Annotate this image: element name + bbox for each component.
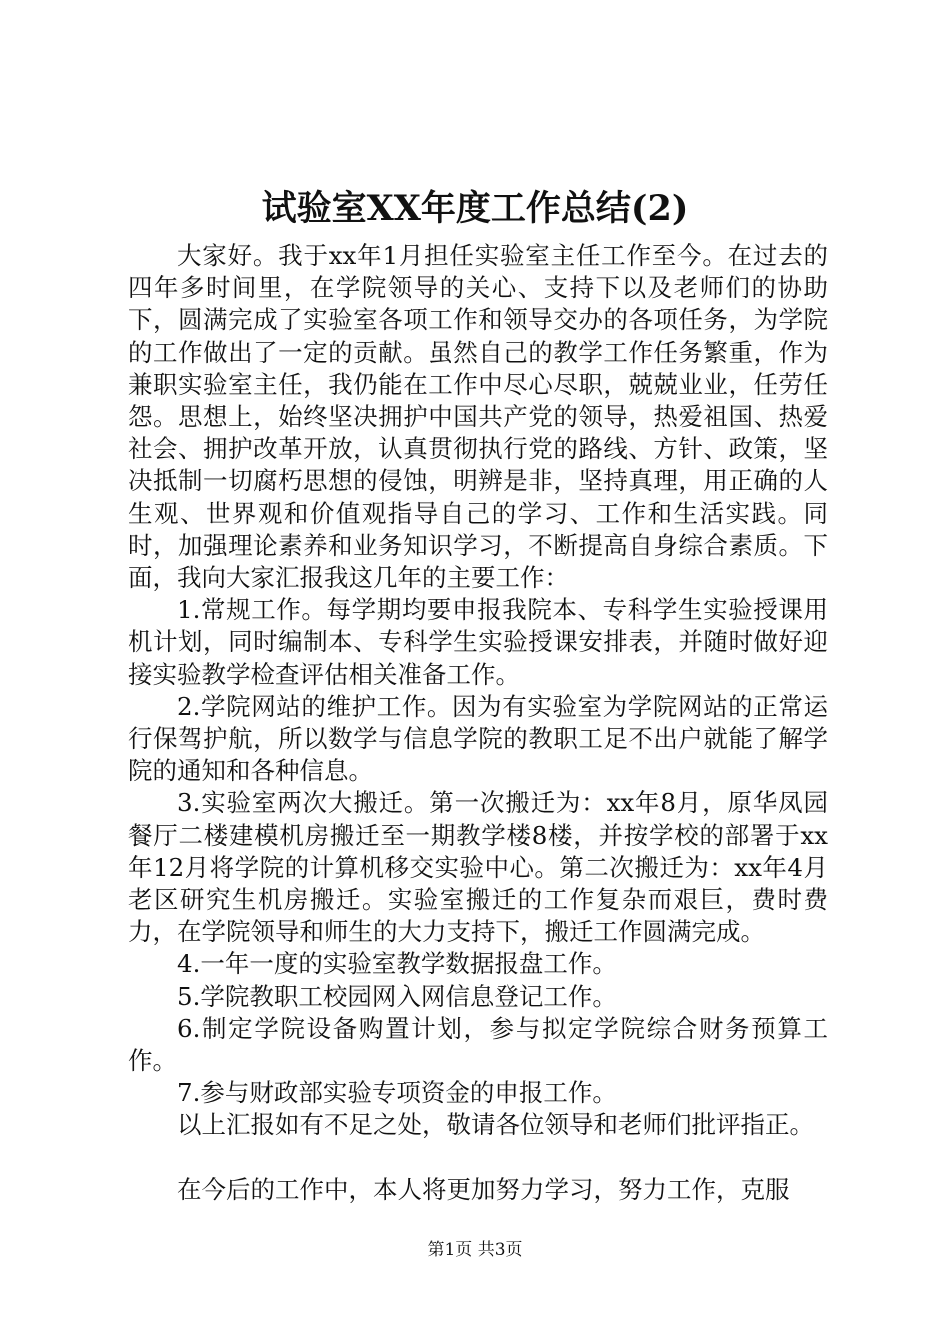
paragraph-item-1: 1.常规工作。每学期均要申报我院本、专科学生实验授课用机计划，同时编制本、专科学生实验授课安排表，并随时做好迎接实验教学检查评估相关准备工作。 (128, 595, 828, 689)
paragraph-item-2: 2.学院网站的维护工作。因为有实验室为学院网站的正常运行保驾护航，所以数学与信息学院的教职工足不出户就能了解学院的通知和各种信息。 (128, 691, 828, 786)
paragraph-item-5: 5.学院教职工校园网入网信息登记工作。 (177, 981, 617, 1011)
paragraph-item-4: 4.一年一度的实验室教学数据报盘工作。 (177, 949, 617, 979)
paragraph-item-3: 3.实验室两次大搬迁。第一次搬迁为：xx年8月，原华凤园餐厅二楼建模机房搬迁至一期教学楼8楼，并按学校的部署于xx年12月将学院的计算机移交实验中心。第二次搬迁为：xx年4月老区研究生机房搬迁。实验室搬迁的工作复杂而艰巨，费时费力，在学院领导和师生的大力支持下，搬迁工作圆满完成。 (128, 788, 828, 947)
page-number-footer: 第1页 共3页 (427, 1240, 523, 1260)
document-body (128, 240, 828, 1206)
paragraph-intro: 大家好。我于xx年1月担任实验室主任工作至今。在过去的四年多时间里，在学院领导的关心、支持下以及老师们的协助下，圆满完成了实验室各项工作和领导交办的各项任务，为学院的工作做出了一定的贡献。虽然自己的教学工作任务繁重，作为兼职实验室主任，我仍能在工作中尽心尽职，兢兢业业，任劳任怨。思想上，始终坚决拥护中国共产党的领导，热爱祖国、热爱社会、拥护改革开放，认真贯彻执行党的路线、方针、政策，坚决抵制一切腐朽思想的侵蚀，明辨是非，坚持真理，用正确的人生观、世界观和价值观指导自己的学习、工作和生活实践。同时，加强理论素养和业务知识学习，不断提高自身综合素质。下面，我向大家汇报我这几年的主要工作： (128, 241, 828, 593)
document-title: 试验室XX年度工作总结(2) (261, 188, 689, 229)
paragraph-item-7: 7.参与财政部实验专项资金的申报工作。 (177, 1078, 617, 1108)
paragraph-closing: 以上汇报如有不足之处，敬请各位领导和老师们批评指正。 (177, 1110, 814, 1140)
paragraph-future: 在今后的工作中，本人将更加努力学习，努力工作，克服 (177, 1174, 790, 1204)
paragraph-item-6: 6.制定学院设备购置计划，参与拟定学院综合财务预算工作。 (128, 1013, 828, 1076)
